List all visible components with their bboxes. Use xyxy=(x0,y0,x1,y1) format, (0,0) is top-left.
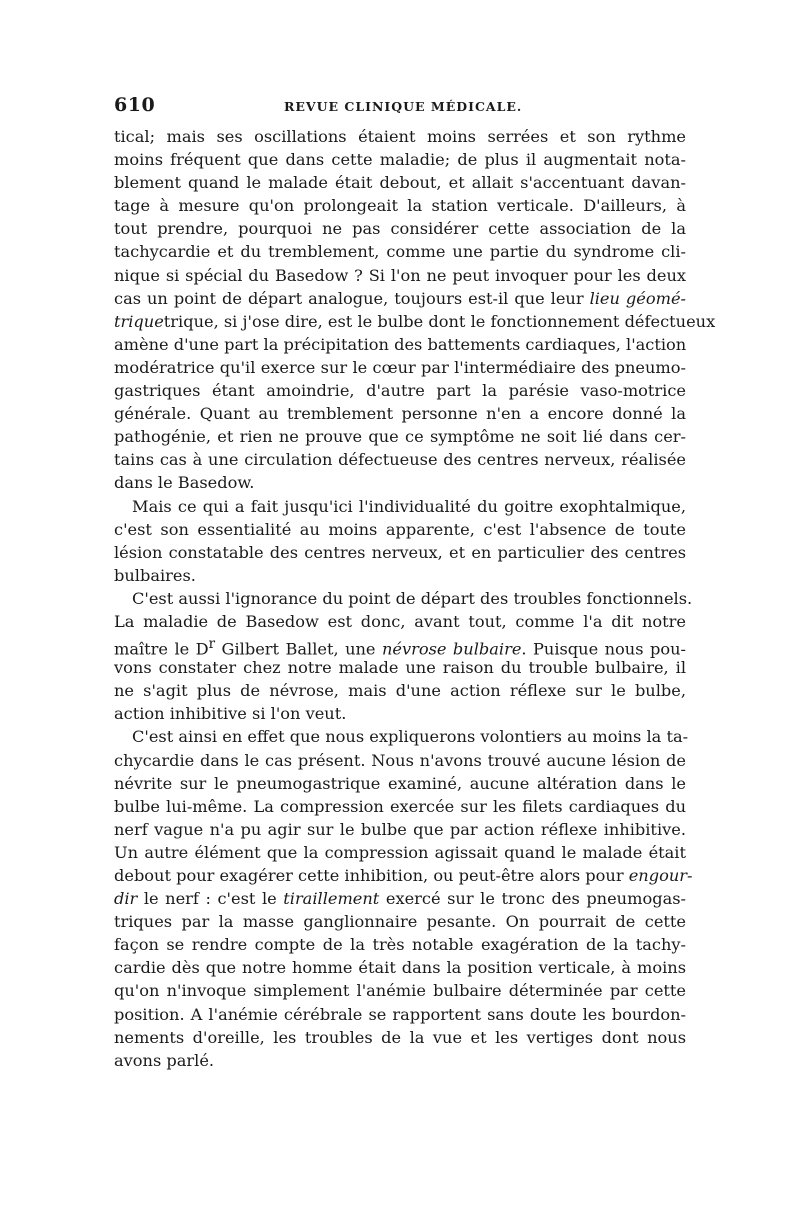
superscript: r xyxy=(208,636,216,653)
text-line: dans le Basedow. xyxy=(114,473,255,493)
text-line xyxy=(114,287,686,310)
text-run: debout pour exagérer cette inhibition, ou peut-être alors pour xyxy=(114,866,629,885)
text-line: position. A l'anémie cérébrale se rapportent sans doute les bourdon- xyxy=(114,1004,686,1024)
text-line: avons parlé. xyxy=(114,1050,215,1070)
text-run: exercé sur le tronc des pneumogas- xyxy=(379,889,686,909)
text-run: le nerf : c'est le xyxy=(137,889,284,909)
text-line: lésion constatable des centres nerveux, et en particulier des centres xyxy=(114,542,686,562)
text-line: nerf vague n'a pu agir sur le bulbe que par action réflexe inhibitive. xyxy=(114,819,686,839)
text-line: ne s'agit plus de névrose, mais d'une action réflexe sur le bulbe, xyxy=(114,681,686,701)
text-run: trique, si j'ose dire, est le bulbe dont le fonctionnement défectueux xyxy=(163,311,716,331)
text-line: tical; mais ses oscillations étaient moins serrées et son rythme xyxy=(114,127,686,146)
text-line: nique si spécial du Basedow ? Si l'on ne peut invoquer pour les deux xyxy=(114,265,686,285)
italic-term: dir xyxy=(114,889,138,909)
text-line: pathogénie, et rien ne prouve que ce symptôme ne soit lié dans cer- xyxy=(114,427,686,447)
text-run: maître le D xyxy=(114,639,209,659)
text-line: bulbe lui-même. La compression exercée sur les filets cardiaques du xyxy=(114,796,686,816)
text-line: La maladie de Basedow est donc, avant tout, comme l'a dit notre xyxy=(114,611,686,631)
text-line: C'est aussi l'ignorance du point de départ des troubles fonctionnels. xyxy=(132,588,693,608)
text-line: tains cas à une circulation défectueuse des centres nerveux, réalisée xyxy=(114,450,686,470)
text-line: action inhibitive si l'on veut. xyxy=(114,704,347,724)
text-line: névrite sur le pneumogastrique examiné, aucune altération dans le xyxy=(114,773,686,793)
text-run: Gilbert Ballet, une xyxy=(215,639,382,659)
page-number: 610 xyxy=(114,94,156,116)
text-line: tage à mesure qu'on prolongeait la station verticale. D'ailleurs, à xyxy=(114,196,686,216)
text-line: Mais ce qui a fait jusqu'ici l'individualité du goitre exophtalmique, xyxy=(132,496,686,516)
text-line: gastriques étant amoindrie, d'autre part la parésie vaso-motrice xyxy=(114,381,686,401)
body-text xyxy=(114,125,716,1072)
text-line: nements d'oreille, les troubles de la vue et les vertiges dont nous xyxy=(114,1027,686,1047)
text-line: blement quand le malade était debout, et allait s'accentuant davan- xyxy=(114,173,686,193)
text-run: . Puisque nous pou- xyxy=(521,639,686,659)
italic-term: engour- xyxy=(628,866,693,885)
text-line: triques par la masse ganglionnaire pesante. On pourrait de cette xyxy=(114,912,686,932)
text-line: modératrice qu'il exerce sur le cœur par l'intermédiaire des pneumo- xyxy=(114,357,686,377)
text-line xyxy=(114,864,693,887)
text-line: vons constater chez notre malade une raison du trouble bulbaire, il xyxy=(114,658,686,678)
text-line: C'est ainsi en effet que nous expliquerons volontiers au moins la ta- xyxy=(132,727,689,747)
text-line: façon se rendre compte de la très notable exagération de la tachy- xyxy=(114,935,686,955)
italic-term: tiraillement xyxy=(283,889,380,909)
text-line xyxy=(114,310,716,333)
text-line: générale. Quant au tremblement personne n'en a encore donné la xyxy=(114,404,686,424)
text-line: qu'on n'invoque simplement l'anémie bulbaire déterminée par cette xyxy=(114,981,686,1001)
italic-term: névrose bulbaire xyxy=(381,639,522,659)
text-line: chycardie dans le cas présent. Nous n'avons trouvé aucune lésion de xyxy=(114,750,686,770)
text-line: Un autre élément que la compression agissait quand le malade était xyxy=(114,842,686,862)
text-line: tachycardie et du tremblement, comme une partie du syndrome cli- xyxy=(114,242,686,262)
text-line: bulbaires. xyxy=(114,565,196,585)
text-line: amène d'une part la précipitation des battements cardiaques, l'action xyxy=(114,334,687,354)
running-head xyxy=(114,94,686,118)
text-run: cas un point de départ analogue, toujours est-il que leur xyxy=(114,288,590,308)
text-line: cardie dès que notre homme était dans la position verticale, à moins xyxy=(114,958,686,978)
text-line: tout prendre, pourquoi ne pas considérer cette association de la xyxy=(114,219,686,239)
text-line xyxy=(114,633,686,659)
journal-title: REVUE CLINIQUE MÉDICALE. xyxy=(284,99,523,114)
italic-term: trique xyxy=(114,311,164,331)
italic-term: lieu géomé- xyxy=(589,288,687,308)
text-line xyxy=(114,887,686,910)
text-line: moins fréquent que dans cette maladie; de plus il augmentait nota- xyxy=(114,150,686,170)
text-line: c'est son essentialité au moins apparente, c'est l'absence de toute xyxy=(114,519,686,539)
